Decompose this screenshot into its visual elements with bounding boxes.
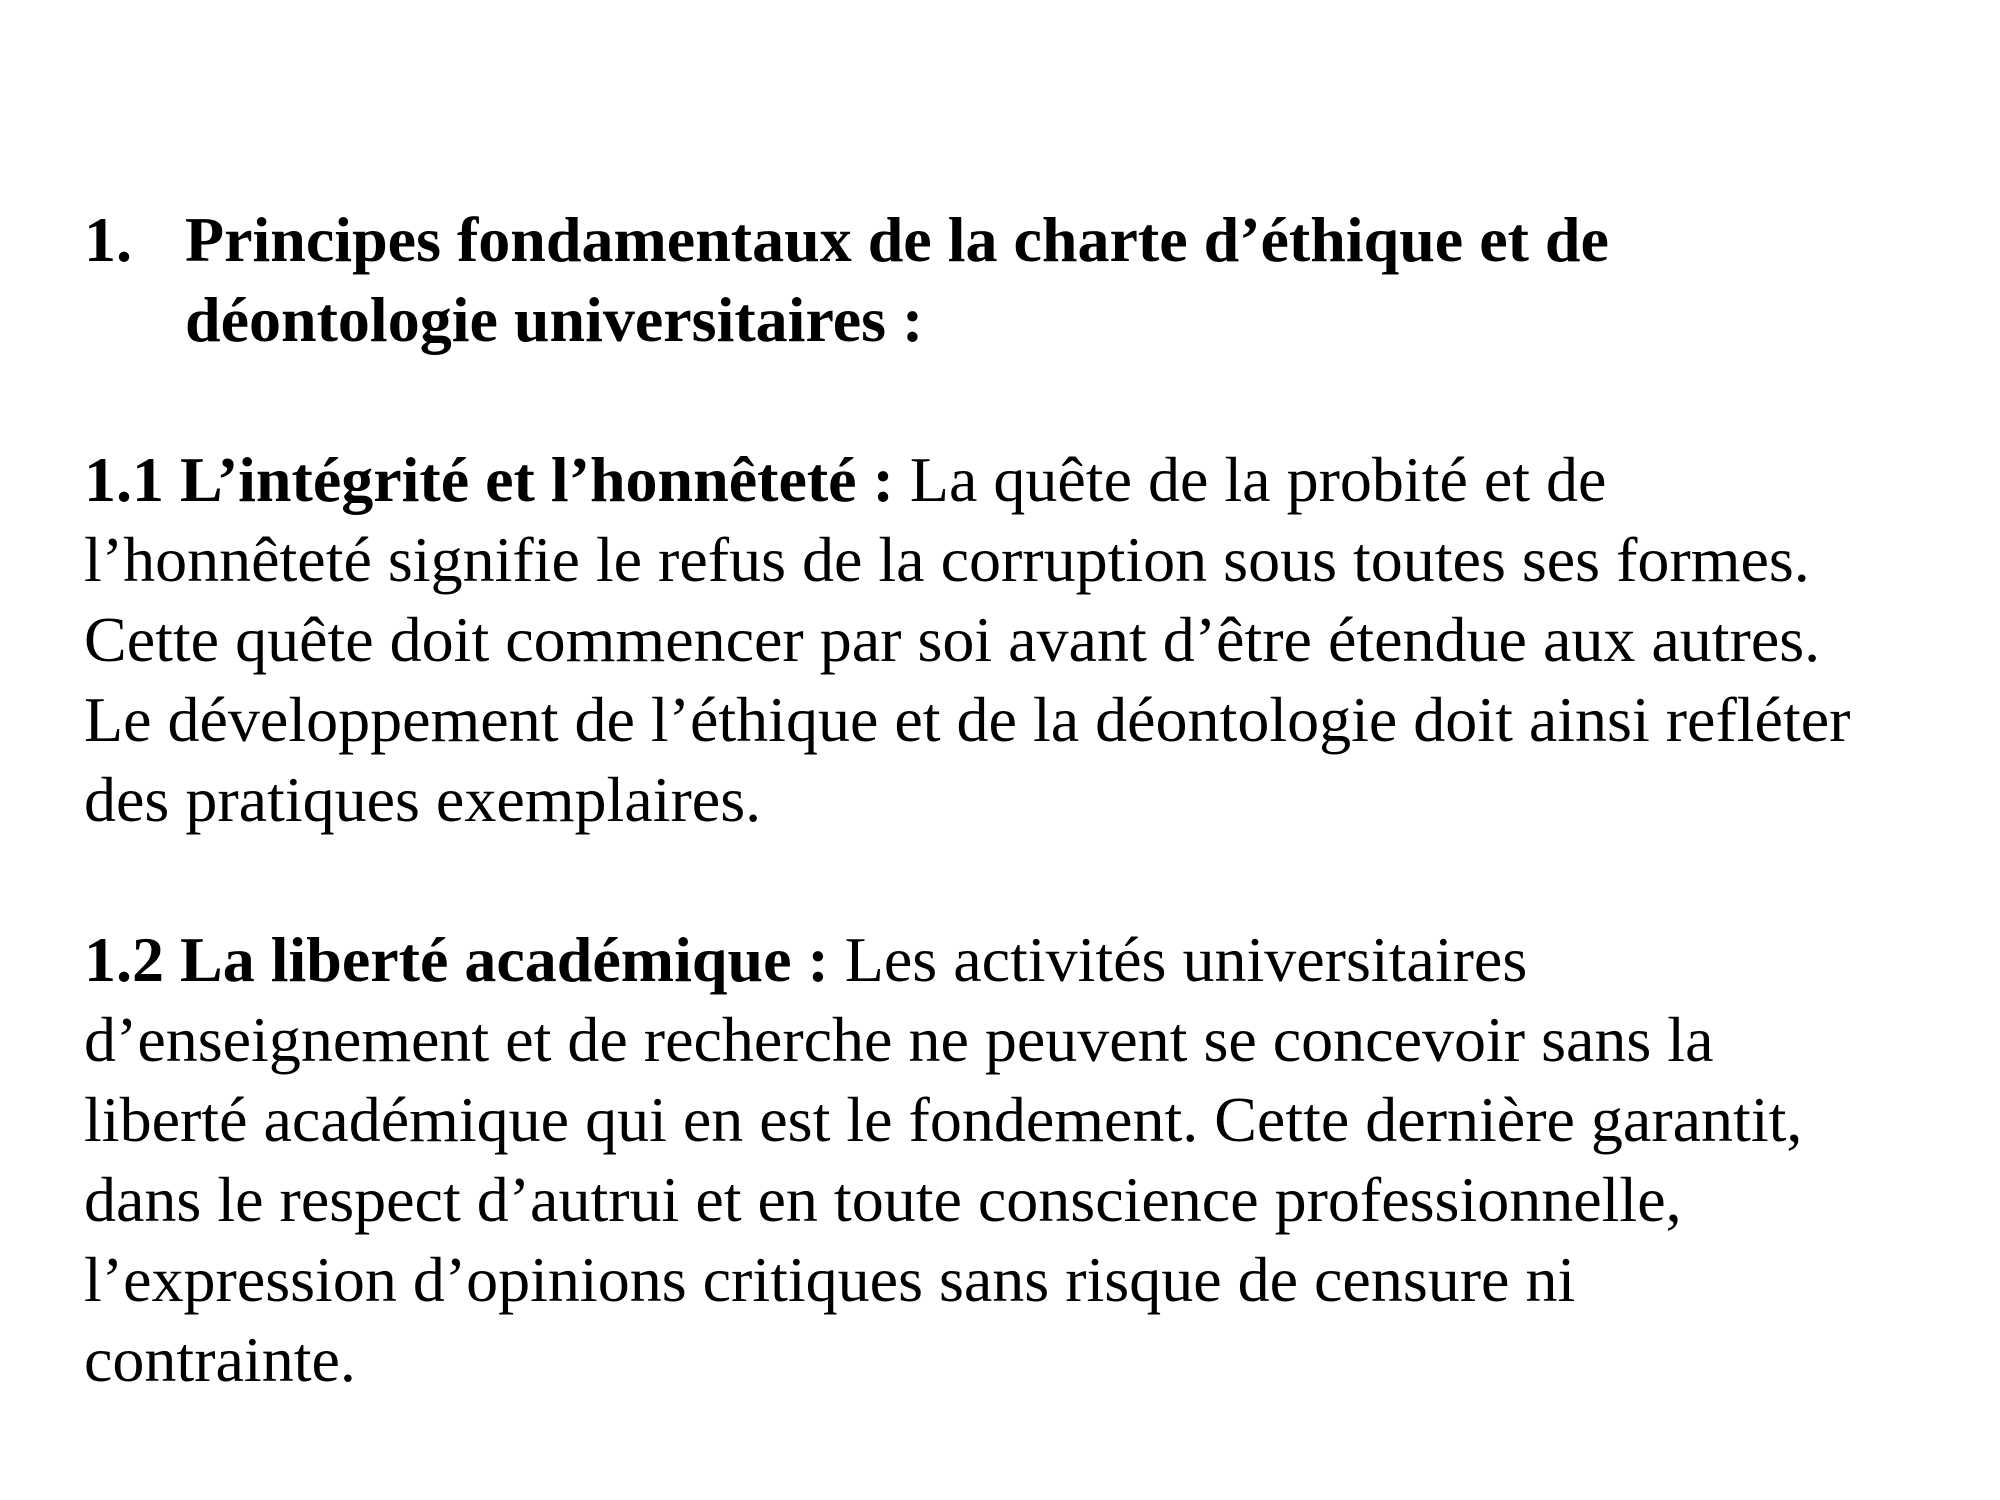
subsection-label: 1.1 L’intégrité et l’honnêteté :: [84, 444, 894, 515]
heading-number: 1.: [84, 204, 132, 275]
subsection-label: 1.2 La liberté académique :: [84, 924, 829, 995]
paragraph-line: contrainte.: [84, 1324, 356, 1395]
paragraph-line: [84, 440, 1954, 520]
paragraph-line: Cette quête doit commencer par soi avant d’être étendue aux autres.: [84, 604, 1821, 675]
paragraph-line: Le développement de l’éthique et de la déontologie doit ainsi refléter: [84, 684, 1851, 755]
paragraph-line: [84, 920, 1954, 1000]
paragraph-line: dans le respect d’autrui et en toute conscience professionnelle,: [84, 1164, 1682, 1235]
heading-line-1: Principes fondamentaux de la charte d’éthique et de: [185, 204, 1609, 275]
paragraph-text: La quête de la probité et de: [893, 444, 1607, 515]
paragraph-line: d’enseignement et de recherche ne peuvent se concevoir sans la: [84, 1004, 1714, 1075]
paragraph-line: des pratiques exemplaires.: [84, 764, 762, 835]
subsection-integrity: [84, 440, 1954, 840]
heading-title: [185, 200, 1954, 360]
paragraph-line: liberté académique qui en est le fondement. Cette dernière garantit,: [84, 1084, 1803, 1155]
paragraph-text: Les activités universitaires: [828, 924, 1528, 995]
section-heading: [84, 200, 1954, 360]
document-page: [84, 200, 1954, 1400]
paragraph-line: l’expression d’opinions critiques sans risque de censure ni: [84, 1244, 1576, 1315]
paragraph-line: l’honnêteté signifie le refus de la corruption sous toutes ses formes.: [84, 524, 1810, 595]
subsection-academic-freedom: [84, 920, 1954, 1400]
heading-line-2: déontologie universitaires :: [185, 284, 924, 355]
